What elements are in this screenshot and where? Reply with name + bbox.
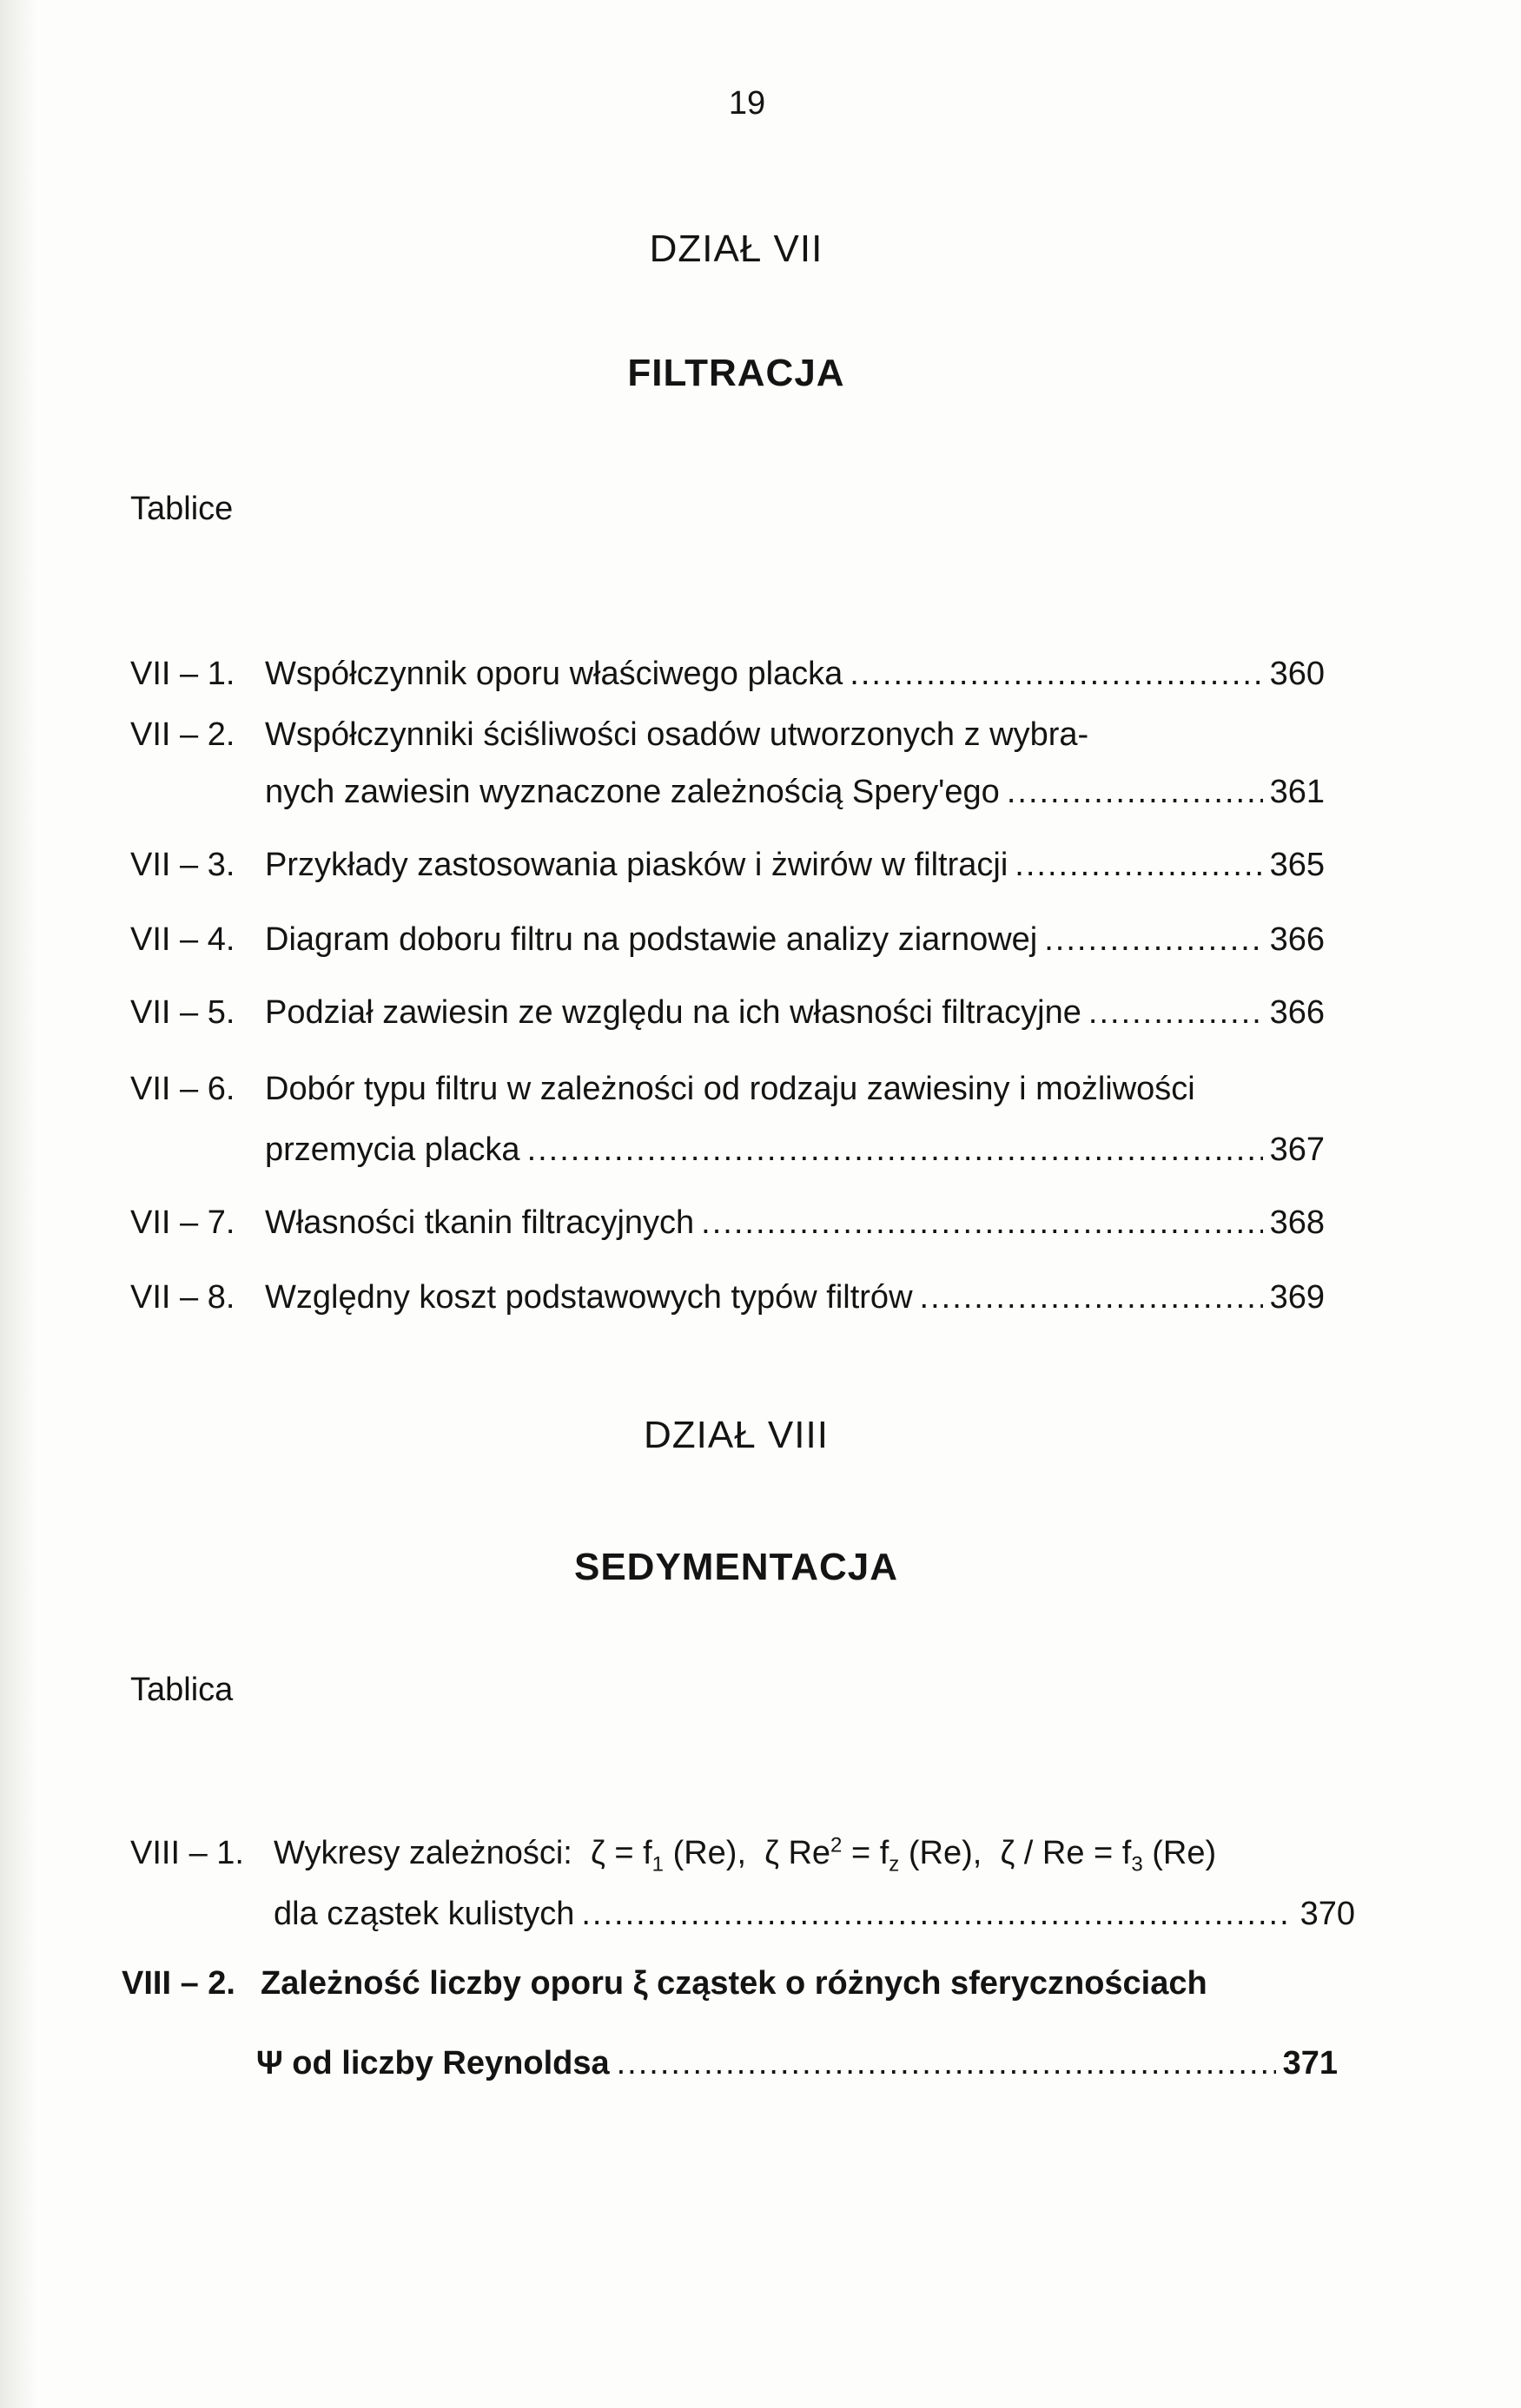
zeta-symbol: ζ	[590, 1835, 605, 1871]
dot-leader	[701, 1200, 1262, 1245]
dot-leader	[581, 1891, 1293, 1936]
toc-entry-vii-5[interactable]	[130, 990, 1346, 1035]
section-viii-label: Tablica	[130, 1672, 234, 1708]
toc-entry-viii-1[interactable]	[130, 1831, 1346, 1876]
toc-entry-number: VII – 2.	[130, 716, 235, 753]
toc-entry-title-line2: dla cząstek kulistych	[274, 1896, 575, 1932]
toc-entry-page: 366	[1269, 994, 1325, 1031]
toc-entry-viii-2-cont	[122, 2041, 1338, 2086]
dot-leader	[617, 2041, 1276, 2086]
toc-entry-number: VII – 5.	[130, 994, 235, 1031]
toc-entry-title-line2: Ψ od liczby Reynoldsa	[256, 2045, 610, 2081]
toc-entry-number: VIII – 2.	[122, 1965, 235, 2002]
toc-entry-title-line1: Zależność liczby oporu ξ cząstek o różnych sferycznościach	[261, 1965, 1207, 2002]
toc-entry-viii-2[interactable]	[122, 1961, 1338, 2006]
toc-entry-title: Przykłady zastosowania piasków i żwirów w filtracji	[265, 847, 1008, 883]
toc-entry-number: VII – 6.	[130, 1071, 235, 1107]
toc-entry-vii-2[interactable]	[130, 712, 1346, 757]
toc-entry-page: 370	[1299, 1896, 1355, 1932]
toc-entry-title: Diagram doboru filtru na podstawie analizy ziarnowej	[265, 921, 1038, 958]
dot-leader	[527, 1127, 1263, 1172]
toc-entry-title-line1: Dobór typu filtru w zależności od rodzaju zawiesiny i możliwości	[265, 1071, 1195, 1107]
toc-entry-page: 365	[1269, 847, 1325, 883]
toc-entry-page: 360	[1269, 656, 1325, 692]
toc-entry-page: 367	[1269, 1131, 1325, 1168]
dot-leader	[1088, 990, 1263, 1035]
dot-leader	[1015, 842, 1262, 887]
toc-entry-number: VII – 8.	[130, 1279, 235, 1316]
section-viii-title: SEDYMENTACJA	[573, 1546, 898, 1588]
toc-entry-title: Współczynnik oporu właściwego placka	[265, 656, 843, 692]
toc-entry-vii-3[interactable]	[130, 842, 1346, 887]
toc-entry-number: VII – 3.	[130, 847, 235, 883]
zeta-symbol: ζ	[1000, 1835, 1015, 1871]
dot-leader	[1044, 917, 1262, 962]
toc-entry-page: 366	[1269, 921, 1325, 958]
toc-entry-title: Własności tkanin filtracyjnych	[265, 1204, 695, 1241]
toc-entry-title-line2: nych zawiesin wyznaczone zależnością Spery'ego	[265, 774, 1000, 810]
zeta-symbol: ζ	[764, 1835, 779, 1871]
toc-entry-viii-1-cont	[130, 1891, 1355, 1936]
dot-leader	[850, 651, 1262, 696]
toc-entry-page: 361	[1269, 774, 1325, 810]
dot-leader	[920, 1275, 1263, 1320]
toc-entry-number: VII – 7.	[130, 1204, 235, 1241]
toc-entry-number: VII – 1.	[130, 656, 235, 692]
section-vii-label: Tablice	[130, 491, 234, 527]
toc-entry-formula: Wykresy zależności: $\zeta = f_1$ (Re), ζ $Re^2 = f_z$ (Re), $\zeta / Re = f_3$ (Re)	[274, 1833, 1217, 1877]
dot-leader	[1007, 769, 1263, 815]
toc-entry-vii-8[interactable]	[130, 1275, 1346, 1320]
toc-entry-vii-4[interactable]	[130, 917, 1346, 962]
page-number: 19	[728, 85, 766, 122]
toc-entry-vii-6[interactable]	[130, 1066, 1346, 1112]
section-viii-dzial: DZIAŁ VIII	[644, 1414, 829, 1456]
section-vii-title: FILTRACJA	[627, 352, 845, 394]
toc-entry-vii-2-cont	[130, 769, 1346, 815]
toc-entry-title: Podział zawiesin ze względu na ich własności filtracyjne	[265, 994, 1081, 1031]
toc-entry-vii-1[interactable]	[130, 651, 1346, 696]
toc-entry-number: VIII – 1.	[130, 1835, 244, 1871]
toc-entry-number: VII – 4.	[130, 921, 235, 958]
toc-entry-page: 369	[1269, 1279, 1325, 1316]
toc-entry-title-line1: Współczynniki ściśliwości osadów utworzonych z wybra-	[265, 716, 1089, 753]
toc-entry-page: 368	[1269, 1204, 1325, 1241]
toc-entry-vii-7[interactable]	[130, 1200, 1346, 1245]
toc-entry-title-line2: przemycia placka	[265, 1131, 520, 1168]
toc-entry-vii-6-cont	[130, 1127, 1346, 1172]
toc-entry-title: Względny koszt podstawowych typów filtrów	[265, 1279, 913, 1316]
toc-entry-page: 371	[1282, 2045, 1338, 2081]
section-vii-dzial: DZIAŁ VII	[649, 228, 823, 270]
